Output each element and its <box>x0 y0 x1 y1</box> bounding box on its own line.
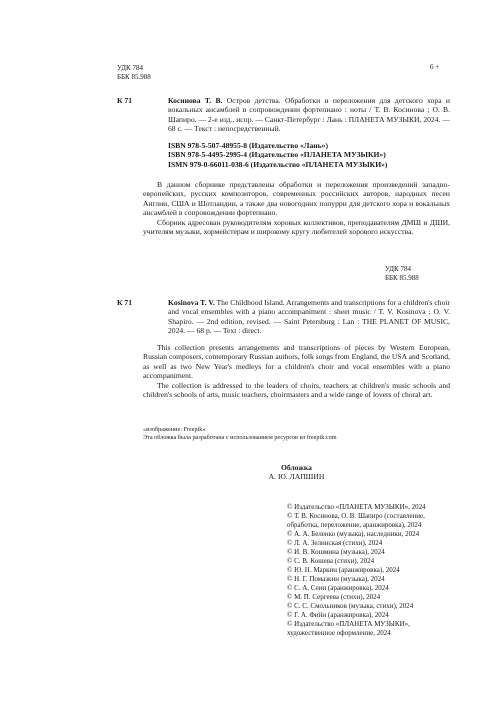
cover-credit <box>143 463 450 482</box>
copyright-line: © С. В. Кошева (стихи), 2024 <box>287 557 375 565</box>
copyright-line: © С. С. Смольников (музыка, стихи), 2024 <box>287 602 414 610</box>
isbn-lan: ISBN 978-5-507-48955-8 (Издательство «Лань») <box>168 141 328 150</box>
en-entry-author: Kosinova T. V. <box>168 298 215 307</box>
copyright-line: © М. П. Сергеева (стихи), 2024 <box>287 593 381 601</box>
copyright-line: © Издательство «ПЛАНЕТА МУЗЫКИ», художественное оформление, 2024 <box>287 620 410 637</box>
en-abstract-1: This collection presents arrangements and transcriptions of pieces by Western European, Russian composers, contemporary Russian authors, folk songs from England, the USA and Scotland, as well as two New Year's medleys for a children's choir and vocal ensembles with a piano accompaniment. <box>143 343 450 381</box>
image-credit <box>143 426 450 442</box>
en-entry-code: К 71 <box>117 298 132 307</box>
copyright-line: © Издательство «ПЛАНЕТА МУЗЫКИ», 2024 <box>287 503 426 511</box>
ru-abstract-1: В данном сборнике представлены обработки и переложения произведений западно-европейских, русских композиторов, современных российских авторов, народных песен Англии, США и Шотландии, а также два новогодних попурри для детского хора и вокальных ансамблей в сопровождении фортепиано. <box>143 180 450 218</box>
en-entry-description: The Childhood Island. Arrangements and transcriptions for a children's choir and vocal ensembles with a piano accompaniment : sheet music / T. V. Kosinova ; O. V. Shapiro. — 2nd edition, revised. — Saint Petersburg : Lan : THE PLANET OF MUSIC, 2024. — 68 p. — Text : direct. <box>168 298 451 336</box>
copyright-line: © Т. В. Косинова, О. В. Шапиро (составление, обработка, переложение, аранжировка), 2024 <box>287 512 425 529</box>
header-udk: УДК 784 <box>117 64 143 72</box>
header-bbk: ББК 85.988 <box>117 73 151 81</box>
ru-isbn-list <box>168 141 450 169</box>
ru-entry-citation <box>168 96 450 134</box>
copyright-line: © Г. А. Фийн (аранжировка), 2024 <box>287 611 389 619</box>
ru-abstract-2: Сборник адресован руководителям хоровых коллективов, преподавателям ДМШ и ДШИ, учителям музыки, хормейстерам и широкому кругу любителей хорового искусства. <box>143 217 450 237</box>
image-credit-line2: Эта обложка была разработана с использованием ресурсов из freepik.com <box>143 433 337 441</box>
ismn-planeta: ISMN 979-0-66011-038-6 (Издательство «ПЛАНЕТА МУЗЫКИ») <box>168 159 388 169</box>
copyright-line: © А. А. Беленко (музыка), наследники, 2024 <box>287 530 420 538</box>
ru-entry-author: Косинова Т. В. <box>168 96 223 105</box>
ru-entry-description: Остров детства. Обработки и переложения для детского хора и вокальных ансамблей в сопровождении фортепиано : ноты / Т. В. Косинова ; О. В. Шапиро. — 2-е изд., испр. — Санкт-Петербург : Лань : ПЛАНЕТА МУЗЫКИ, 2024. — 68 с. — Текст : непосредственный. <box>168 96 450 134</box>
copyright-line: © Ю. Н. Маркин (аранжировка), 2024 <box>287 566 400 574</box>
isbn-planeta: ISBN 978-5-4495-2995-4 (Издательство «ПЛАНЕТА МУЗЫКИ») <box>168 150 386 160</box>
ru-entry-code: К 71 <box>117 96 132 105</box>
en-abstract-2: The collection is addressed to the leaders of choirs, teachers at children's music schools and children's schools of arts, music teachers, choirmasters and a wide range of lovers of choral art. <box>143 380 450 400</box>
ru-udk: УДК 784 <box>385 265 411 273</box>
ru-abstract <box>143 180 450 236</box>
copyright-line: © С. А. Сеин (аранжировка), 2024 <box>287 584 389 592</box>
cover-label: Обложка <box>281 463 312 472</box>
image-credit-line1: «изображение: Freepik» <box>143 426 206 433</box>
copyright-line: © Н. Г. Помазкин (музыка), 2024 <box>287 575 385 583</box>
copyright-line: © И. В. Кошмина (музыка), 2024 <box>287 548 385 556</box>
ru-bbk: ББК 85.988 <box>385 274 419 282</box>
en-abstract <box>143 343 450 399</box>
age-rating: 6 + <box>430 63 440 71</box>
copyright-line: © Л. А. Зелинская (стихи), 2024 <box>287 539 383 547</box>
en-entry-citation <box>168 298 450 336</box>
cover-designer: А. Ю. ЛАПШИН <box>268 472 325 482</box>
copyright-list <box>287 503 452 638</box>
